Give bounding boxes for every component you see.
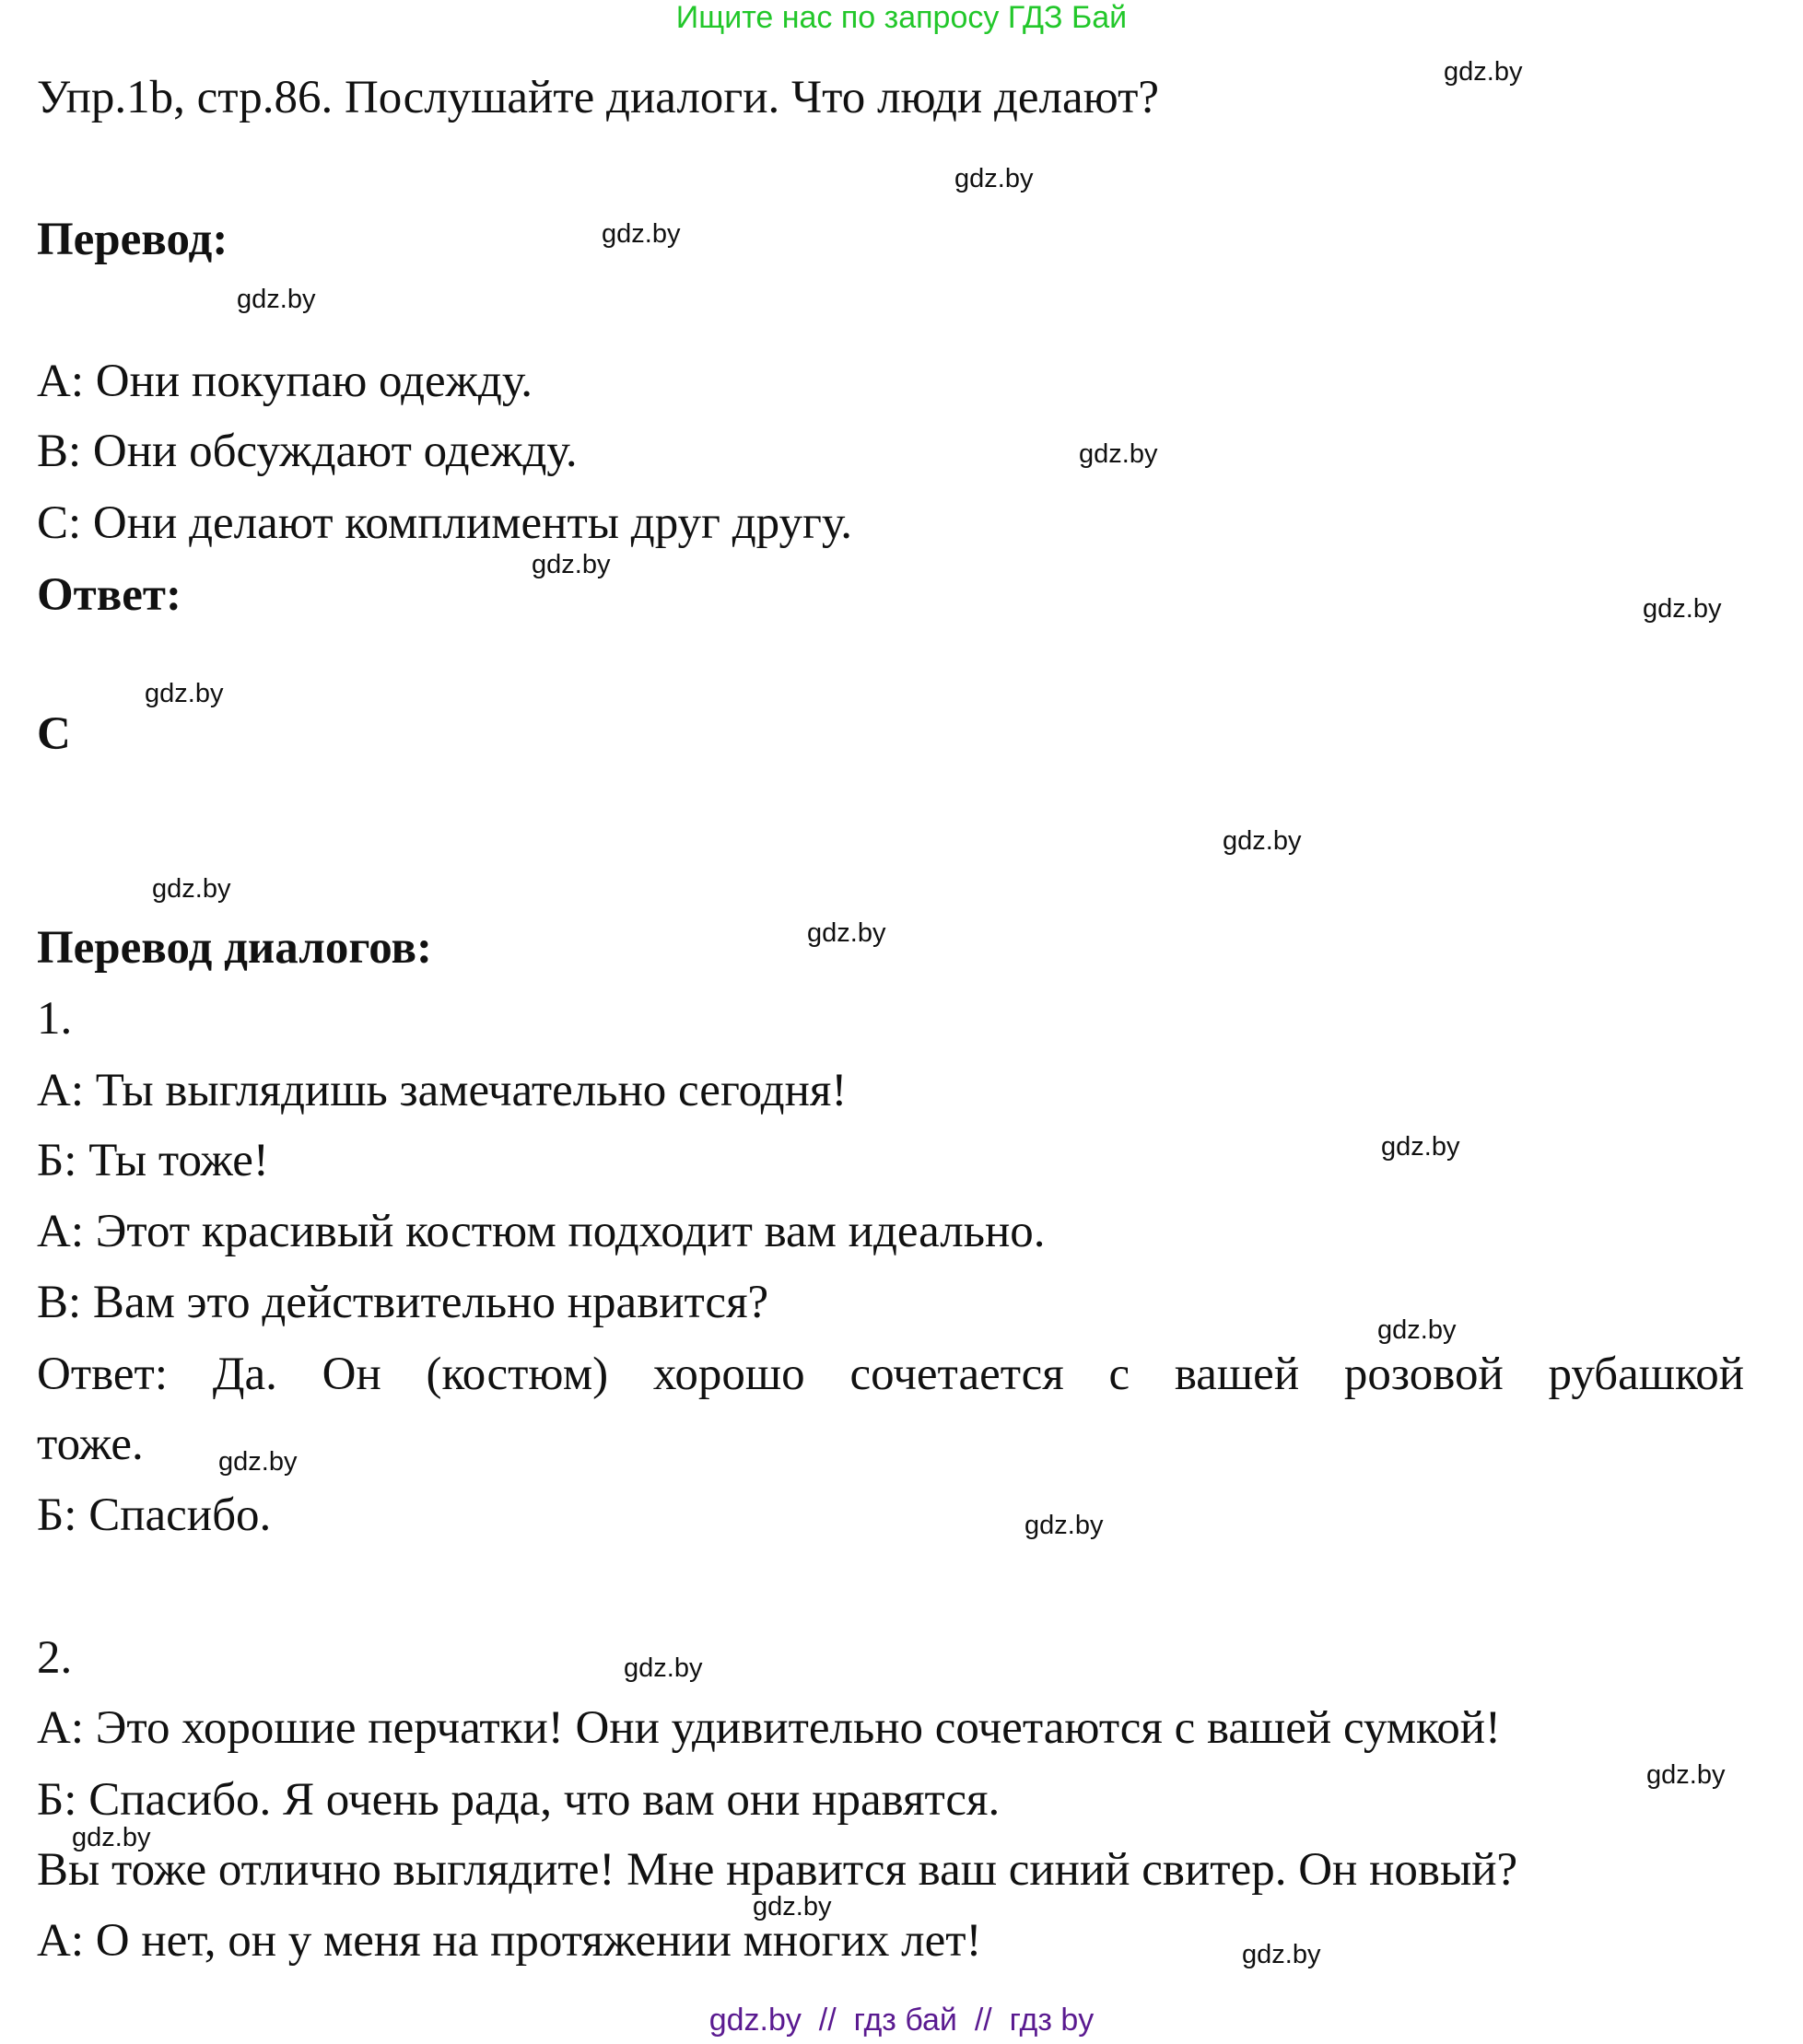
option-c: C: Они делают комплименты друг другу. (37, 497, 853, 549)
watermark: gdz.by (1643, 594, 1722, 624)
dialog-line: А: Ты выглядишь замечательно сегодня! (37, 1065, 848, 1116)
watermark: gdz.by (152, 874, 231, 904)
dialog-number: 1. (37, 993, 73, 1045)
answer-heading: Ответ: (37, 569, 181, 621)
watermark: gdz.by (1079, 439, 1158, 469)
watermark: gdz.by (72, 1823, 151, 1852)
watermark: gdz.by (1223, 826, 1302, 856)
dialog-line: тоже. (37, 1419, 144, 1470)
watermark: gdz.by (807, 918, 886, 948)
watermark: gdz.by (954, 164, 1034, 193)
watermark: gdz.by (1242, 1940, 1321, 1969)
page-title: Упр.1b, стр.86. Послушайте диалоги. Что люди делают? (37, 72, 1159, 123)
dialog-number: 2. (37, 1632, 73, 1684)
watermark: gdz.by (1024, 1511, 1104, 1540)
watermark: gdz.by (1381, 1132, 1460, 1162)
dialog-line: А: Это хорошие перчатки! Они удивительно сочетаются с вашей сумкой! (37, 1702, 1501, 1754)
watermark: gdz.by (1377, 1315, 1457, 1345)
dialogs-heading: Перевод диалогов: (37, 922, 432, 974)
option-b: B: Они обсуждают одежду. (37, 426, 578, 477)
dialog-line: В: Вам это действительно нравится? (37, 1277, 769, 1328)
watermark: gdz.by (1646, 1760, 1726, 1790)
search-banner: Ищите нас по запросу ГДЗ Бай (675, 0, 1128, 35)
watermark: gdz.by (1444, 57, 1523, 87)
watermark: gdz.by (532, 550, 611, 579)
watermark: gdz.by (753, 1892, 832, 1921)
watermark: gdz.by (145, 679, 224, 708)
option-a: A: Они покупаю одежду. (37, 356, 533, 407)
watermark: gdz.by (237, 285, 316, 314)
dialog-line: Б: Ты тоже! (37, 1135, 269, 1186)
watermark: gdz.by (602, 219, 681, 249)
dialog-line: Вы тоже отлично выглядите! Мне нравится ваш синий свитер. Он новый? (37, 1844, 1518, 1896)
dialog-line: Б: Спасибо. (37, 1489, 272, 1541)
dialog-line: Б: Спасибо. Я очень рада, что вам они нравятся. (37, 1774, 1001, 1826)
translation-heading: Перевод: (37, 214, 228, 265)
watermark: gdz.by (218, 1447, 298, 1477)
dialog-line: Ответ: Да. Он (костюм) хорошо сочетается с вашей розовой рубашкой (37, 1349, 1744, 1400)
footer-links[interactable]: gdz.by // гдз бай // гдз by (708, 2003, 1095, 2038)
dialog-line: А: О нет, он у меня на протяжении многих лет! (37, 1915, 982, 1967)
watermark: gdz.by (624, 1653, 703, 1683)
dialog-line: А: Этот красивый костюм подходит вам идеально. (37, 1206, 1046, 1257)
answer: C (37, 708, 71, 760)
